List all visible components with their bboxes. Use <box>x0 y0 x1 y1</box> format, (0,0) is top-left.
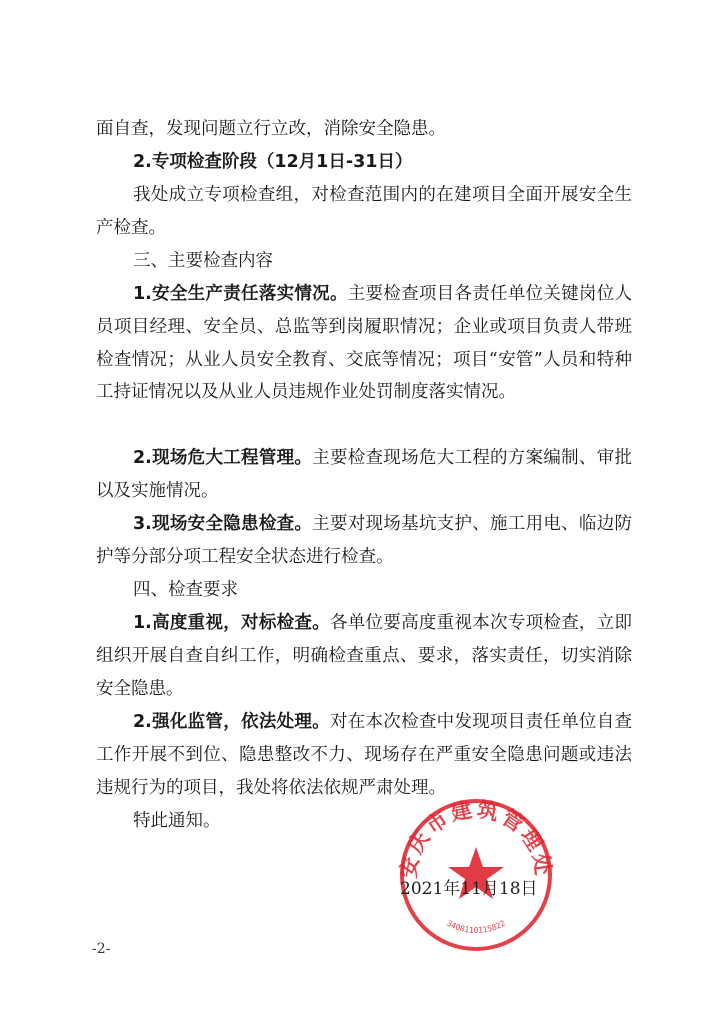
section-heading-inspection-phase: 2.专项检查阶段（12月1日-31日） <box>133 152 413 172</box>
paragraph-9 <box>96 607 632 705</box>
paragraph-10-body: 对在本次检查中发现项目责任单位自查工作开展不到位、隐患整改不力、现场存在严重安全隐患问题或违法违规行为的项目，我处将依法依规严肃处理。 <box>96 712 632 798</box>
paragraph-7 <box>96 508 632 574</box>
paragraph-5-body: 主要检查项目各责任单位关键岗位人员项目经理、安全员、总监等到岗履职情况；企业或项目负责人带班检查情况；从业人员安全教育、交底等情况；项目“安管”人员和特种工持证情况以及从业人员违规作业处罚制度落实情况。 <box>96 284 632 403</box>
seal-number: 3408110115822 <box>445 918 507 935</box>
paragraph-3: 我处成立专项检查组，对检查范围内的在建项目全面开展安全生产检查。 <box>96 185 632 238</box>
paragraph-9-lead: 1.高度重视，对标检查。 <box>133 613 330 633</box>
section-heading-requirements: 四、检查要求 <box>133 580 238 600</box>
paragraph-5-lead: 1.安全生产责任落实情况。 <box>133 284 348 304</box>
paragraph-7-lead: 3.现场安全隐患检查。 <box>133 514 313 534</box>
paragraph-6 <box>96 442 632 508</box>
paragraph-10 <box>96 706 632 804</box>
paragraph-7-body: 主要对现场基坑支护、施工用电、临边防护等分部分项工程安全状态进行检查。 <box>96 514 633 567</box>
paragraph-10-lead: 2.强化监管，依法处理。 <box>133 712 330 732</box>
paragraph-closing: 特此通知。 <box>133 811 221 831</box>
issue-date: 2021年11月18日 <box>400 879 538 899</box>
paragraph-9-body: 各单位要高度重视本次专项检查，立即组织开展自查自纠工作，明确检查重点、要求，落实责任，切实消除安全隐患。 <box>96 613 632 699</box>
paragraph-6-lead: 2.现场危大工程管理。 <box>133 448 313 468</box>
section-heading-main-content: 三、主要检查内容 <box>133 251 273 271</box>
seal-text: 安庆市建筑管理处 <box>396 797 556 880</box>
paragraph-1: 面自查，发现问题立行立改，消除安全隐患。 <box>96 119 446 139</box>
page-number: -2- <box>92 941 111 957</box>
paragraph-5 <box>96 278 632 409</box>
paragraph-6-body: 主要检查现场危大工程的方案编制、审批以及实施情况。 <box>96 448 633 501</box>
